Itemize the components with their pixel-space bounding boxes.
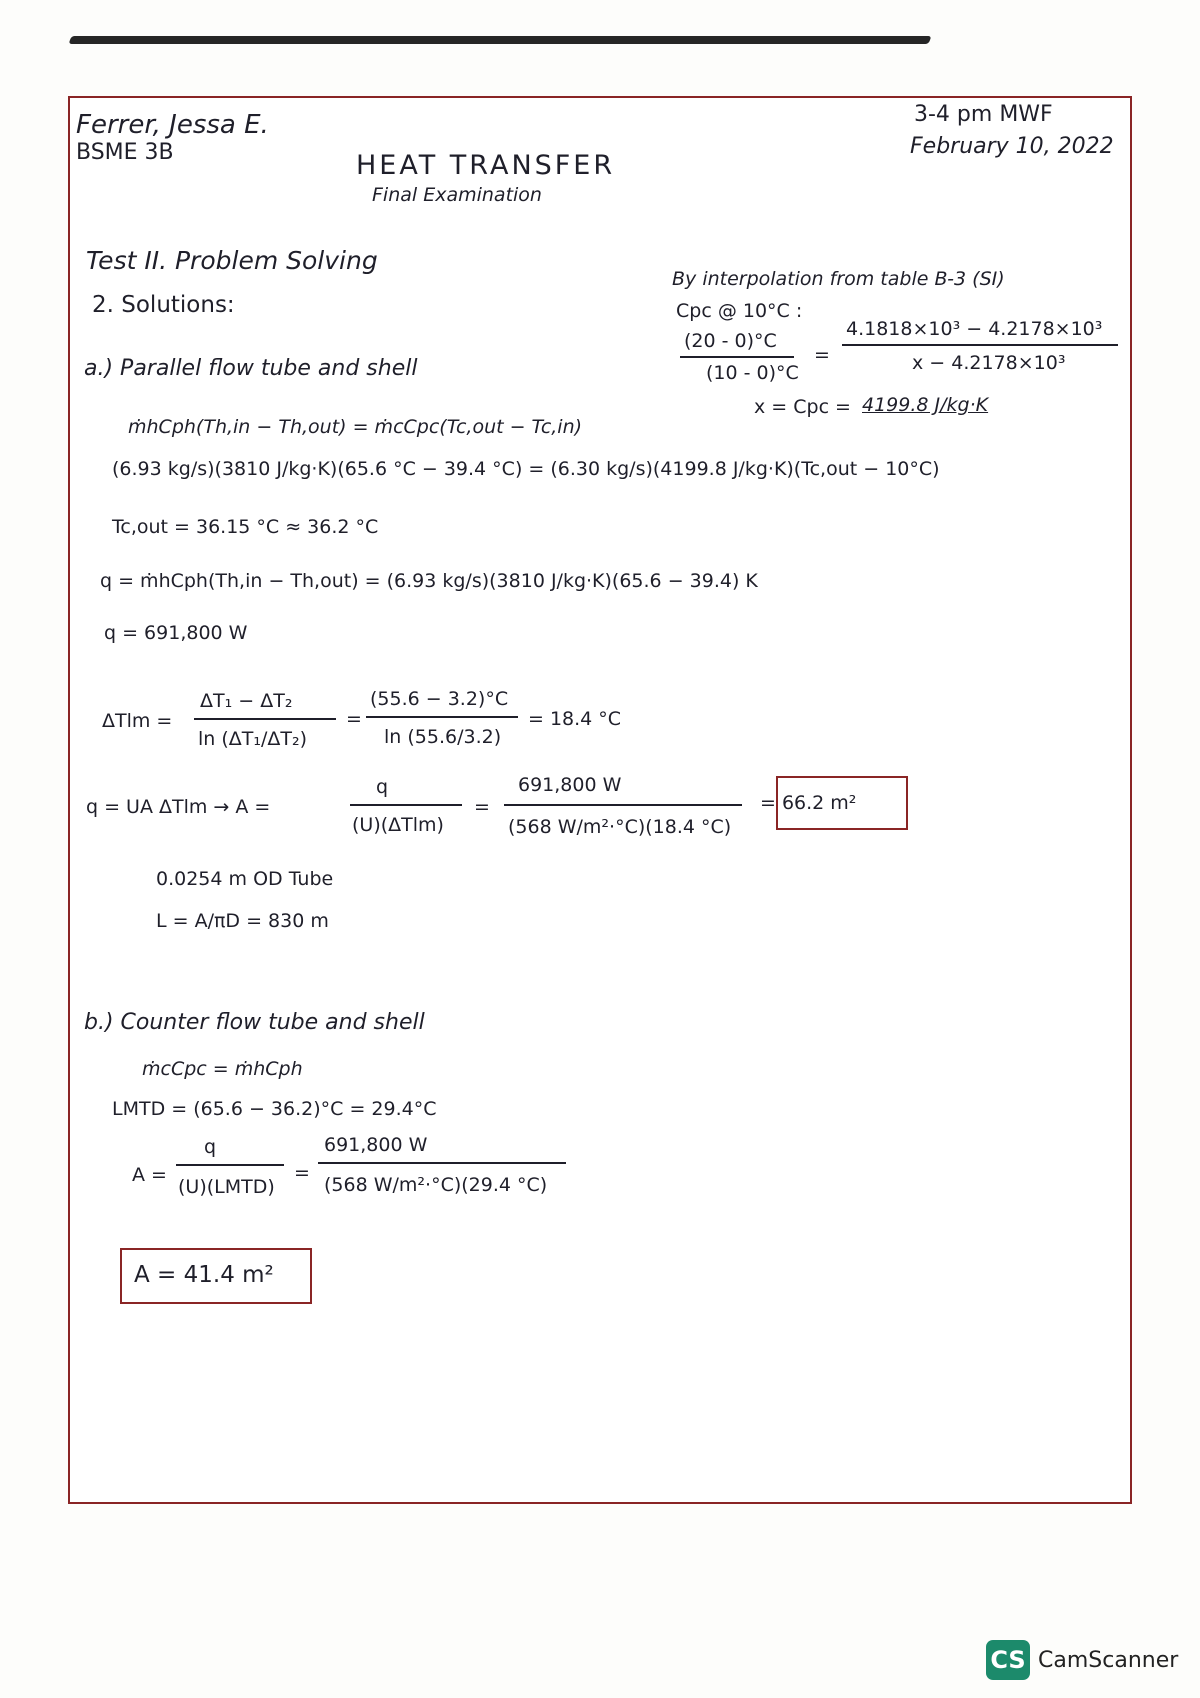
area-a-result: = 66.2 m² xyxy=(760,792,857,814)
area-a-den2: (568 W/m²·°C)(18.4 °C) xyxy=(508,816,732,838)
area-a-bar1 xyxy=(350,804,462,806)
lmtd-bar2 xyxy=(366,716,518,718)
interp-frac-left-num: (20 - 0)°C xyxy=(684,330,777,352)
scan-top-edge xyxy=(69,36,932,44)
interp-frac-left-den: (10 - 0)°C xyxy=(706,362,799,384)
exam-date: February 10, 2022 xyxy=(910,134,1114,159)
lmtd-num1: ΔT₁ − ΔT₂ xyxy=(200,690,293,712)
interp-frac-left-bar xyxy=(680,356,794,358)
course-section: BSME 3B xyxy=(76,140,174,165)
lmtd-den2: ln (55.6/3.2) xyxy=(384,726,502,748)
area-a-num2: 691,800 W xyxy=(518,774,622,796)
camscanner-logo-icon: CS xyxy=(986,1640,1030,1680)
area-b-den2: (568 W/m²·°C)(29.4 °C) xyxy=(324,1174,548,1196)
part-a-heading: a.) Parallel flow tube and shell xyxy=(84,356,418,381)
part-a-eq4: q = ṁhCph(Th,in − Th,out) = (6.93 kg/s)(3810 J/kg·K)(65.6 − 39.4) K xyxy=(100,570,758,592)
tube-length: L = A/πD = 830 m xyxy=(156,910,329,932)
area-a-den1: (U)(ΔTlm) xyxy=(352,814,444,836)
lmtd-label: ΔTlm = xyxy=(102,710,173,732)
area-a-num1: q xyxy=(376,776,389,798)
interp-frac-right-num: 4.1818×10³ − 4.2178×10³ xyxy=(846,318,1103,340)
area-b-den1: (U)(LMTD) xyxy=(178,1176,275,1198)
schedule: 3-4 pm MWF xyxy=(914,102,1053,127)
part-a-eq5: q = 691,800 W xyxy=(104,622,248,644)
interp-result-value: 4199.8 J/kg·K xyxy=(862,394,989,416)
area-b-eq: = xyxy=(294,1162,310,1184)
lmtd-eq: = xyxy=(346,708,362,730)
lmtd-bar1 xyxy=(194,718,336,720)
exam-subtitle: Final Examination xyxy=(372,184,542,206)
lmtd-result: = 18.4 °C xyxy=(528,708,622,730)
interp-result-label: x = Cpc = xyxy=(754,396,851,418)
interp-line1: By interpolation from table B-3 (SI) xyxy=(672,268,1005,290)
tube-diameter: 0.0254 m OD Tube xyxy=(156,868,334,890)
interp-frac-right-bar xyxy=(842,344,1118,346)
interp-equals: = xyxy=(814,344,830,366)
part-b-eq2: LMTD = (65.6 − 36.2)°C = 29.4°C xyxy=(112,1098,437,1120)
part-a-eq2: (6.93 kg/s)(3810 J/kg·K)(65.6 °C − 39.4 °C) = (6.30 kg/s)(4199.8 J/kg·K)(Tc,out − 10°C) xyxy=(112,458,940,480)
part-a-eq1: ṁhCph(Th,in − Th,out) = ṁcCpc(Tc,out − Tc,in) xyxy=(128,416,583,438)
lmtd-num2: (55.6 − 3.2)°C xyxy=(370,688,509,710)
area-b-label: A = xyxy=(132,1164,167,1186)
test-heading: Test II. Problem Solving xyxy=(86,246,378,275)
area-b-num1: q xyxy=(204,1136,217,1158)
area-b-num2: 691,800 W xyxy=(324,1134,428,1156)
area-b-bar1 xyxy=(176,1164,284,1166)
exam-title: HEAT TRANSFER xyxy=(356,150,616,181)
area-a-eq: = xyxy=(474,796,490,818)
area-b-bar2 xyxy=(318,1162,566,1164)
item-heading: 2. Solutions: xyxy=(92,292,235,318)
student-name: Ferrer, Jessa E. xyxy=(76,110,269,140)
part-a-eq3: Tc,out = 36.15 °C ≈ 36.2 °C xyxy=(112,516,379,538)
camscanner-brand: CamScanner xyxy=(1038,1648,1179,1673)
area-b-answer: A = 41.4 m² xyxy=(134,1262,274,1288)
part-b-heading: b.) Counter flow tube and shell xyxy=(84,1010,425,1035)
part-b-eq1: ṁcCpc = ṁhCph xyxy=(142,1058,303,1080)
lmtd-den1: ln (ΔT₁/ΔT₂) xyxy=(198,728,308,750)
interp-line2: Cpc @ 10°C : xyxy=(676,300,803,322)
interp-frac-right-den: x − 4.2178×10³ xyxy=(912,352,1066,374)
area-a-bar2 xyxy=(504,804,742,806)
area-a-label: q = UA ΔTlm → A = xyxy=(86,796,271,818)
